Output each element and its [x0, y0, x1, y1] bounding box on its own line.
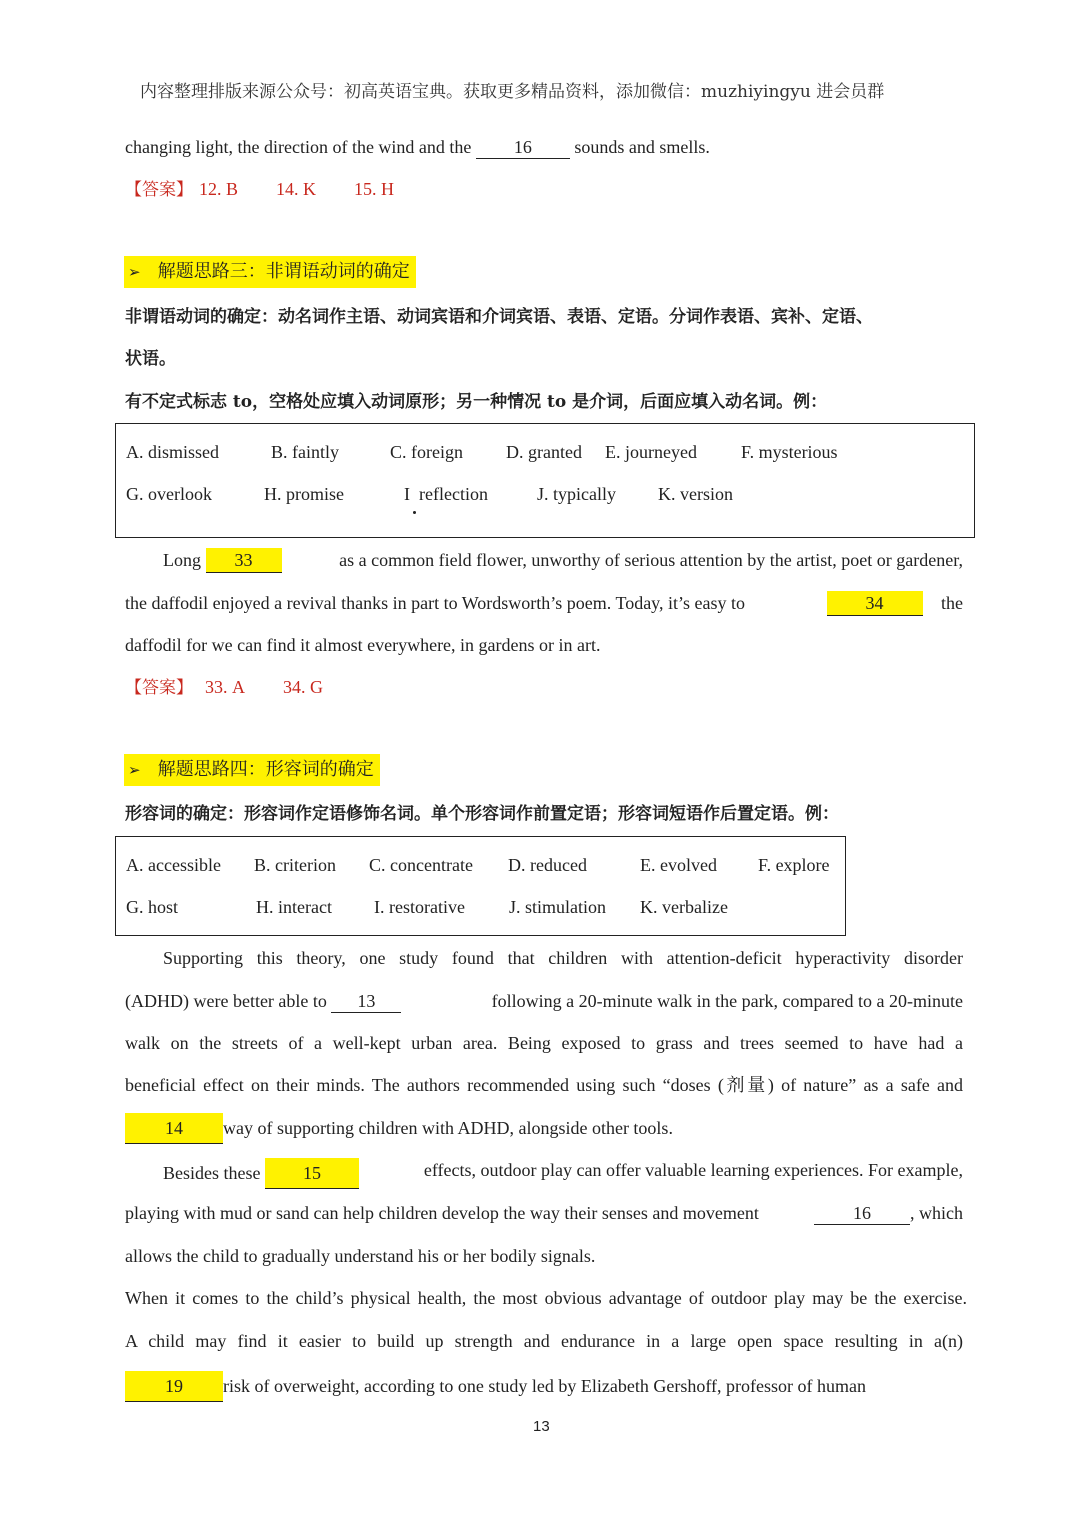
- option: K. version: [658, 484, 733, 504]
- blank-14: 14: [125, 1113, 223, 1144]
- blank-33: 33: [206, 548, 282, 573]
- option: D. reduced: [508, 855, 587, 875]
- option: D. granted: [506, 442, 582, 462]
- text-segment: sounds and smells.: [569, 137, 710, 157]
- text-segment: the daffodil enjoyed a revival thanks in part to Wordsworth’s poem. Today, it’s easy to: [125, 593, 746, 613]
- passage3-line-1: [163, 548, 963, 573]
- arrow-bullet-icon: ➢: [128, 263, 141, 281]
- section3-desc-1: 非谓语动词的确定：动名词作主语、动词宾语和介词宾语、表语、定语。分词作表语、宾补、定语、: [125, 307, 873, 327]
- passage4-line-3: walk on the streets of a well-kept urban area. Being exposed to grass and trees seemed to have had a: [125, 1033, 963, 1053]
- text-segment: changing light, the direction of the wind and the: [125, 137, 476, 157]
- page-number: 13: [533, 1418, 550, 1435]
- answer-item: 15. H: [354, 179, 395, 199]
- top-line: [125, 135, 710, 159]
- option: B. criterion: [254, 855, 336, 875]
- text-segment: , which: [910, 1203, 963, 1223]
- passage4-line-9: When it comes to the child’s physical health, the most obvious advantage of outdoor play may be the exercise.: [125, 1288, 967, 1308]
- option: J. stimulation: [509, 897, 607, 917]
- option: C. foreign: [390, 442, 463, 462]
- option: K. verbalize: [640, 897, 728, 917]
- option: F. mysterious: [741, 442, 838, 462]
- text-segment: following a 20-minute walk in the park, compared to a 20-minute: [491, 991, 963, 1011]
- blank-16b: 16: [814, 1202, 910, 1225]
- arrow-bullet-icon: ➢: [128, 761, 141, 779]
- answer-item: 34. G: [283, 677, 323, 697]
- text-segment: risk of overweight, according to one study led by Elizabeth Gershoff, professor of human: [223, 1376, 866, 1396]
- passage4-line-1: Supporting this theory, one study found that children with attention-deficit hyperactivity disorder: [163, 948, 963, 968]
- answer-line-2: [125, 675, 323, 700]
- answer-label: 【答案】: [125, 180, 193, 200]
- section3-desc-2: 状语。: [125, 349, 176, 369]
- answer-item: 12. B: [199, 179, 239, 199]
- passage3-line-2: [125, 591, 963, 616]
- answer-label: 【答案】: [125, 678, 193, 698]
- option: H. promise: [264, 484, 344, 504]
- stray-dot: [413, 511, 416, 514]
- option: A. accessible: [126, 855, 221, 875]
- blank-34: 34: [827, 591, 923, 616]
- option: B. faintly: [271, 442, 339, 462]
- answer-line-1: [125, 177, 394, 202]
- section3-desc-3: 有不定式标志 to，空格处应填入动词原形；另一种情况 to 是介词，后面应填入动名词。例：: [125, 392, 828, 412]
- text-segment: (ADHD) were better able to: [125, 991, 332, 1011]
- heading-text: 解题思路三：非谓语动词的确定: [157, 261, 410, 282]
- option: I. restorative: [374, 897, 465, 917]
- text-segment: effects, outdoor play can offer valuable learning experiences. For example,: [423, 1160, 963, 1180]
- section-heading-4: [124, 754, 380, 786]
- passage4-line-4: beneficial effect on their minds. The authors recommended using such “doses (剂量) of nature” as a safe and: [125, 1075, 963, 1095]
- options-box-2: [115, 836, 846, 936]
- option: I reflection: [404, 484, 488, 504]
- text-segment: the: [936, 593, 963, 613]
- passage4-line-2: [125, 989, 963, 1013]
- passage4-line-11: [125, 1371, 866, 1402]
- text-segment: way of supporting children with ADHD, alongside other tools.: [223, 1118, 673, 1138]
- answer-item: 14. K: [276, 179, 317, 199]
- passage4-line-6: [163, 1158, 963, 1189]
- text-segment: playing with mud or sand can help children develop the way their senses and movement: [125, 1203, 759, 1223]
- option: G. overlook: [126, 484, 212, 504]
- blank-19: 19: [125, 1371, 223, 1402]
- page-header: 内容整理排版来源公众号：初高英语宝典。获取更多精品资料，添加微信：muzhiyingyu 进会员群: [140, 82, 885, 102]
- passage3-line-3: daffodil for we can find it almost everywhere, in gardens or in art.: [125, 635, 601, 655]
- text-segment: Besides these: [163, 1163, 265, 1183]
- blank-15: 15: [265, 1158, 359, 1189]
- option: E. evolved: [640, 855, 717, 875]
- passage4-line-5: [125, 1116, 673, 1144]
- answer-item: 33. A: [205, 677, 245, 697]
- passage4-line-7: [125, 1201, 963, 1225]
- blank-13: 13: [331, 990, 401, 1013]
- passage4-line-8: allows the child to gradually understand his or her bodily signals.: [125, 1246, 596, 1266]
- section4-desc: 形容词的确定：形容词作定语修饰名词。单个形容词作前置定语；形容词短语作后置定语。例：: [125, 804, 839, 824]
- text-segment: as a common field flower, unworthy of serious attention by the artist, poet or gardener,: [339, 550, 963, 570]
- option: E. journeyed: [605, 442, 697, 462]
- option: A. dismissed: [126, 442, 220, 462]
- option: G. host: [126, 897, 179, 917]
- blank-16: 16: [476, 136, 570, 159]
- options-box-1: [115, 423, 975, 538]
- heading-text: 解题思路四：形容词的确定: [157, 759, 374, 780]
- section-heading-3: [124, 256, 416, 288]
- text-segment: Long: [163, 550, 206, 570]
- passage4-line-10: A child may find it easier to build up strength and endurance in a large open space resulting in a(n): [125, 1331, 963, 1351]
- option: C. concentrate: [369, 855, 473, 875]
- option: F. explore: [758, 855, 830, 875]
- option: H. interact: [256, 897, 332, 917]
- option: J. typically: [537, 484, 616, 504]
